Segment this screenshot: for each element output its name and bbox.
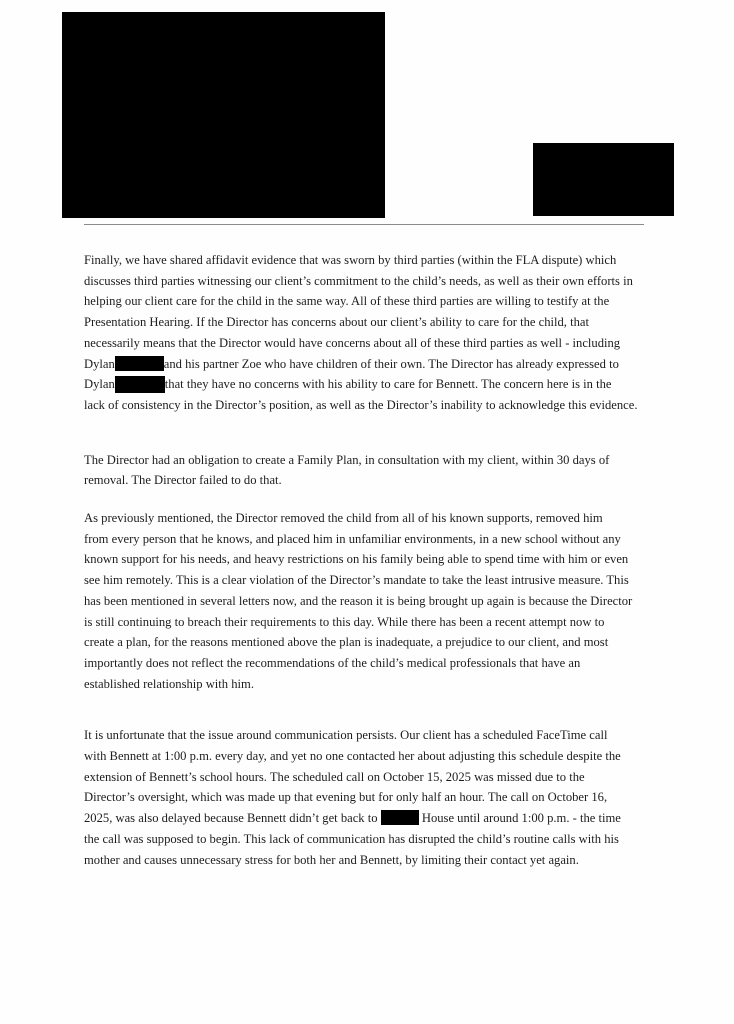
text-line: Director’s oversight, which was made up that evening but for only half an hour. The call on October 16,: [84, 790, 608, 805]
text-fragment: that they have no concerns with his ability to care for Bennett. The concern here is in the: [164, 377, 612, 392]
text-line: from every person that he knows, and placed him in unfamiliar environments, in a new school without any: [84, 531, 621, 546]
text-line: has been mentioned in several letters now, and the reason it is being brought up again is because the Director: [84, 593, 633, 608]
text-line: with Bennett at 1:00 p.m. every day, and yet no one contacted her about adjusting this schedule despite the: [84, 749, 621, 764]
text-fragment: Dylan: [84, 356, 115, 371]
redacted-name: [381, 810, 419, 825]
text-fragment: Dylan: [84, 377, 115, 392]
text-line: Finally, we have shared affidavit evidence that was sworn by third parties (within the FLA dispute) which: [84, 253, 617, 267]
text-line: extension of Bennett’s school hours. The scheduled call on October 15, 2025 was missed due to the: [84, 769, 585, 784]
text-line: The Director had an obligation to create a Family Plan, in consultation with my client, within 30 days of: [84, 452, 610, 467]
text-line: [84, 377, 611, 391]
text-line: create a plan, for the reasons mentioned above the plan is inadequate, a prejudice to our client, and most: [84, 635, 609, 650]
letter-body: [84, 250, 646, 870]
paragraph-family-plan-obligation: [84, 450, 646, 491]
text-line: mother and causes unnecessary stress for both her and Bennett, by limiting their contact yet again.: [84, 852, 579, 867]
text-line: helping our client care for the child in the same way. All of these third parties are willing to testify at the: [84, 294, 610, 309]
text-line: necessarily means that the Director would have concerns about all of these third parties as well - including: [84, 335, 621, 350]
text-line: discusses third parties witnessing our client’s commitment to the child’s needs, as well as their own efforts in: [84, 273, 633, 288]
redacted-header-block-right: [533, 143, 674, 216]
text-line: It is unfortunate that the issue around communication persists. Our client has a scheduled FaceTime call: [84, 728, 608, 743]
redacted-surname: [115, 356, 164, 371]
text-line: [84, 357, 619, 371]
redacted-surname: [115, 376, 165, 393]
text-line: importantly does not reflect the recommendations of the child’s medical professionals that have an: [84, 655, 581, 670]
text-line: As previously mentioned, the Director removed the child from all of his known supports, removed him: [84, 511, 603, 526]
text-line: removal. The Director failed to do that.: [84, 473, 282, 488]
redacted-header-block: [62, 12, 385, 218]
text-fragment: and his partner Zoe who have children of their own. The Director has already expressed to: [163, 356, 619, 371]
paragraph-affidavit-evidence: [84, 250, 646, 416]
text-line: is still continuing to breach their requirements to this day. While there has been a recent attempt now to: [84, 614, 605, 629]
text-line: established relationship with him.: [84, 676, 254, 691]
paragraph-communication: [84, 725, 646, 870]
text-fragment: House until around 1:00 p.m. - the time: [421, 811, 621, 826]
text-line: the call was supposed to begin. This lack of communication has disrupted the child’s routine calls with his: [84, 831, 619, 846]
paragraph-removal-supports: [84, 508, 646, 694]
text-line: see him remotely. This is a clear violation of the Director’s mandate to take the least intrusive measure. This: [84, 573, 629, 588]
text-line: [84, 811, 621, 825]
text-line: known support for his needs, and heavy restrictions on his family being able to spend time with him or even: [84, 552, 629, 567]
header-divider: [84, 224, 644, 225]
text-line: lack of consistency in the Director’s position, as well as the Director’s inability to acknowledge this evidence.: [84, 397, 638, 412]
text-line: Presentation Hearing. If the Director has concerns about our client’s ability to care for the child, that: [84, 315, 589, 330]
text-fragment: 2025, was also delayed because Bennett didn’t get back to: [84, 811, 378, 826]
